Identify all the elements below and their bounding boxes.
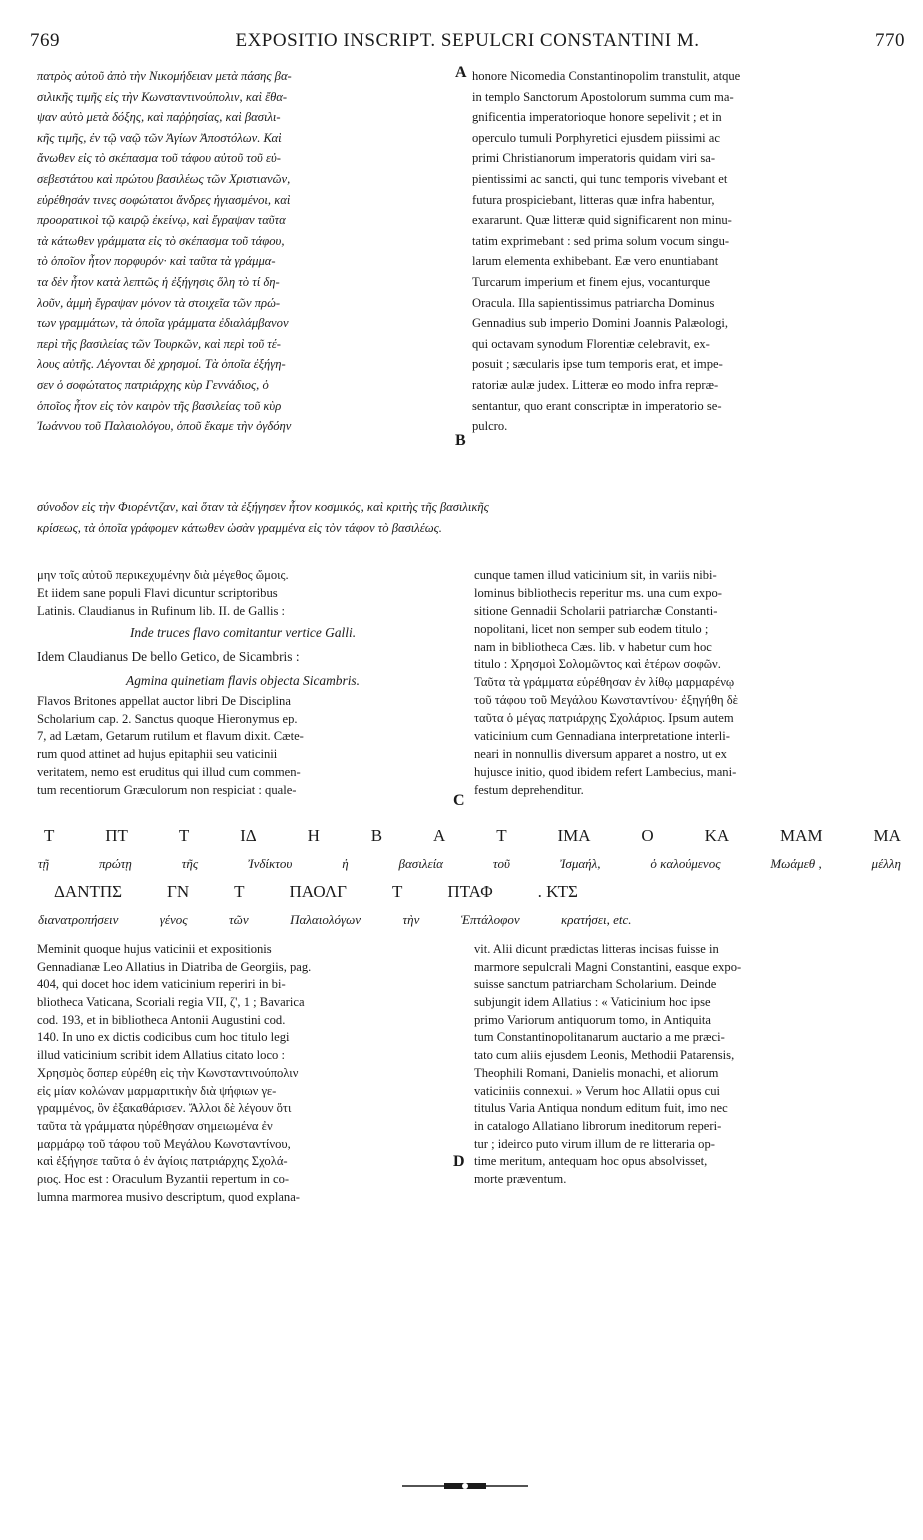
- text-line: sitione Gennadii Scholarii patriarchæ Constanti-: [474, 603, 718, 618]
- text-line: festum deprehenditur.: [474, 782, 584, 797]
- text-line: nopolitani, licet non semper sub eodem titulo ;: [474, 621, 709, 636]
- inscription-token: ΠΤΑΦ: [447, 882, 493, 901]
- text-line: primo Variorum antiquorum tomo, in Antiquita: [474, 1012, 711, 1027]
- text-line: 7, ad Lætam, Getarum rutilum et flavum dixit. Cæte-: [37, 729, 304, 744]
- text-line: bliotheca Vaticana, Scoriali regia VII, ζ', 1 ; Bavarica: [37, 995, 305, 1010]
- inscription-token: Ἑπτάλοφον: [460, 912, 520, 927]
- text-line: illud vaticinium scribit idem Allatius citato loco :: [37, 1048, 285, 1063]
- text-line: marmore sepulcrali Magni Constantini, easque expo-: [474, 959, 742, 974]
- inscription-token: . ΚΤΣ: [537, 882, 578, 901]
- text-line: ὁποῖος ἦτον εἰς τὸν καιρὸν τῆς βασιλείας τοῦ κὺρ: [37, 398, 282, 413]
- text-line: titulus Varia Antiqua nondum editum fuit, imo nec: [474, 1101, 728, 1116]
- commentary-right-column: [474, 567, 905, 800]
- text-line: Oracula. Illa sapientissimus patriarcha Dominus: [472, 295, 715, 310]
- inscription-token: Η: [307, 826, 320, 845]
- page-number-left: 769: [30, 30, 60, 51]
- text-line: μαρμάρῳ τοῦ τάφου τοῦ Μεγάλου Κωνσταντίνου,: [37, 1136, 291, 1151]
- text-line: προορατικοὶ τῷ καιρῷ ἐκείνῳ, καὶ ἔγραψαν ταῦτα: [37, 213, 286, 228]
- inscription-token: ΜΑ: [873, 826, 901, 845]
- inscription-token: βασιλεία: [398, 856, 444, 871]
- text-line: lumna marmorea musivo descriptum, quod explana-: [37, 1189, 300, 1204]
- text-line: καὶ ἐξήγησε ταῦτα ὁ ἐν ἁγίοις πατριάρχης Σχολά-: [37, 1154, 288, 1169]
- inscription-token: Β: [370, 826, 383, 845]
- inscription-token: ΔΑΝΤΠΣ: [54, 882, 123, 901]
- text-line: λους αὐτῆς. Λέγονται δὲ χρησμοί. Τὰ ὁποῖα ἐξήγη-: [37, 357, 286, 372]
- text-line: ἄνωθεν εἰς τὸ σκέπασμα τοῦ τάφου αὐτοῦ τοῦ εὐ-: [37, 151, 281, 166]
- text-line: honore Nicomedia Constantinopolim transtulit, atque: [472, 69, 741, 83]
- text-line: neari in nonnullis diversum apparet a nostro, ut ex: [474, 746, 727, 761]
- inscription-token: Ἰσμαήλ,: [559, 856, 601, 871]
- text-line: tatim exprimebant : sed prima solum vocum singu-: [472, 233, 730, 248]
- inscription-token: τῶν: [229, 912, 249, 927]
- inscription-token: γένος: [159, 912, 188, 927]
- text-line: posuit ; sæcularis ipse tum temporis erat, et impe-: [472, 357, 723, 372]
- text-line: ratoriæ aulæ judex. Litteræ eo modo infra repræ-: [472, 377, 719, 392]
- inscription-token: μέλλη: [871, 856, 901, 871]
- text-line: σεν ὁ σοφώτατος πατριάρχης κὺρ Γεννάδιος, ὁ: [37, 377, 269, 392]
- margin-letter-a: A: [455, 64, 467, 81]
- running-header: [30, 30, 905, 60]
- text-line: suisse sanctum patriarcham Scholarium. Deinde: [474, 977, 717, 992]
- text-line: morte præventum.: [474, 1171, 567, 1186]
- inscription-token: ΓΝ: [167, 882, 190, 901]
- text-line: Ταῦτα τὰ γράμματα εὑρέθησαν ἐν λίθῳ μαρμαρένῳ: [474, 675, 735, 690]
- inscription-expansion-row: [38, 912, 673, 928]
- text-line: εὑρέθησάν τινες σοφώτατοι ἄνδρες ἡγιασμένοι, καὶ: [37, 192, 291, 207]
- text-line: κρίσεως, τὰ ὁποῖα γράφομεν κάτωθεν ὡσὰν γραμμένα εἰς τὸν τάφον τὸ βασιλέως.: [37, 521, 442, 535]
- text-line: ταῦτα τὰ γράμματα ηὑρέθησαν σημειωμένα ἐν: [37, 1118, 273, 1133]
- text-line: subjungit idem Allatius : « Vaticinium hoc ipse: [474, 995, 711, 1010]
- page-number-right: 770: [875, 30, 905, 51]
- ornamental-rule: [400, 1481, 530, 1491]
- text-line: κῆς τιμῆς, ἐν τῷ ναῷ τῶν Ἁγίων Ἀποστόλων. Καὶ: [37, 130, 282, 145]
- commentary-left-column: [37, 567, 449, 800]
- text-line: Χρησμὸς ὅσπερ εὑρέθη εἰς τὴν Κωνσταντινούπολιν: [37, 1065, 299, 1080]
- text-line: exararunt. Quæ litteræ quid significarent non minu-: [472, 213, 732, 228]
- inscription-letters-row: [54, 882, 623, 902]
- text-line: πατρὸς αὐτοῦ ἀπὸ τὴν Νικομήδειαν μετὰ πάσης βα-: [37, 69, 292, 83]
- greek-text-column: [37, 66, 457, 437]
- inscription-token: Ο: [641, 826, 654, 845]
- text-line: lominus bibliothecis reperitur ms. una cum expo-: [474, 585, 722, 600]
- inscription-token: Τ: [44, 826, 55, 845]
- inscription-token: Α: [433, 826, 446, 845]
- inscription-token: ΜΑΜ: [780, 826, 823, 845]
- text-line: larum elementa exhibebant. Eæ vero enuntiabant: [472, 254, 719, 269]
- text-line: λοῦν, ἀμμὴ ἔγραψαν μόνον τὰ στοιχεῖα τῶν πρώ-: [37, 295, 281, 310]
- text-line: Scholarium cap. 2. Sanctus quoque Hieronymus ep.: [37, 711, 298, 726]
- text-line: vit. Alii dicunt prædictas litteras incisas fuisse in: [474, 942, 719, 956]
- text-line: γραμμένος, ὃν ἐξακαθάρισεν. Ἄλλοι δὲ λέγουν ὅτι: [37, 1101, 292, 1116]
- text-line: ταῦτα ὁ μέγας πατριάρχης Σχολάριος. Ipsum autem: [474, 711, 734, 726]
- text-line: tum recentiorum Græculorum non respiciat : quale-: [37, 783, 297, 798]
- text-line: σύνοδον εἰς τὴν Φιορέντζαν, καὶ ὅταν τὰ ἐξήγησεν ἦτον κοσμικός, καὶ κριτὴς τῆς βασιλικῆς: [37, 500, 489, 514]
- text-line: pientissimi ac sancti, qui tunc temporis vivebant et: [472, 171, 728, 186]
- inscription-token: κρατήσει, etc.: [561, 912, 632, 927]
- text-line: τοῦ τάφου τοῦ Μεγάλου Κωνσταντίνου· ἐξηγήθη δὲ: [474, 693, 738, 708]
- text-line: σιλικῆς τιμῆς εἰς τὴν Κωνσταντινούπολιν, καὶ ἔθα-: [37, 89, 288, 104]
- inscription-token: Τ: [234, 882, 245, 901]
- inscription-token: ἡ: [342, 856, 349, 871]
- inscription-token: τὴν: [402, 912, 420, 927]
- inscription-token: ὁ καλούμενος: [650, 856, 721, 871]
- text-line: cod. 193, et in bibliotheca Antonii Augustini cod.: [37, 1012, 286, 1027]
- text-line: rum quod attinet ad hujus epitaphii seu vaticinii: [37, 747, 278, 762]
- inscription-token: Ἰνδίκτου: [247, 856, 293, 871]
- inscription-token: Μωάμεθ ,: [770, 856, 822, 871]
- verse-quote: Agmina quinetiam flavis objecta Sicambris.: [126, 672, 360, 688]
- latin-text-column: [472, 66, 905, 437]
- text-line: titulo : Χρησμοὶ Σολομῶντος καὶ ἑτέρων σοφῶν.: [474, 657, 721, 672]
- text-line: tum Constantinopolitanarum auctario a me præci-: [474, 1030, 725, 1045]
- inscription-token: ΙΔ: [240, 826, 257, 845]
- text-line: Flavos Britones appellat auctor libri De Disciplina: [37, 693, 291, 708]
- text-line: τὰ κάτωθεν γράμματα εἰς τὸ σκέπασμα τοῦ τάφου,: [37, 233, 285, 248]
- commentary-left-column: [37, 941, 449, 1206]
- inscription-token: διανατροπήσειν: [38, 912, 119, 927]
- text-line: 404, qui docet hoc idem vaticinium reperiri in bi-: [37, 977, 286, 992]
- text-line: operculo tumuli Porphyretici ejusdem piissimi ac: [472, 130, 720, 145]
- text-line: εἰς μίαν κολώναν μαρμαριτικὴν διὰ ψήφιων γε-: [37, 1083, 277, 1098]
- text-line: in catalogo Allatiano librorum ineditorum reperi-: [474, 1118, 722, 1133]
- inscription-expansion-row: [38, 856, 901, 872]
- inscription-token: ΚΑ: [704, 826, 730, 845]
- text-line: nam in bibliotheca Cæs. lib. v habetur cum hoc: [474, 639, 712, 654]
- text-line: Latinis. Claudianus in Rufinum lib. II. de Gallis :: [37, 603, 286, 618]
- text-line: cunque tamen illud vaticinium sit, in variis nibi-: [474, 568, 717, 582]
- verse-quote: Inde truces flavo comitantur vertice Galli.: [129, 624, 357, 640]
- text-line: primi Christianorum imperatoris quidam viri sa-: [472, 151, 716, 166]
- text-line: ριος. Hoc est : Oraculum Byzantii repertum in co-: [37, 1171, 290, 1186]
- text-line: ψαν αὐτὸ μετὰ δόξης, καὶ παῤῥησίας, καὶ βασιλι-: [37, 110, 281, 125]
- text-line: futura prospiciebant, litteras quæ infra habentur,: [472, 192, 715, 207]
- text-line: veritatem, nemo est eruditus qui illud cum commen-: [37, 765, 301, 780]
- commentary-line: Idem Claudianus De bello Getico, de Sicambris :: [37, 648, 300, 664]
- text-line: τα δὲν ἦτον κατὰ λεπτῶς ἡ ἐξήγησις ὅλη τὸ τί δη-: [37, 274, 280, 289]
- inscription-token: Τ: [391, 882, 403, 901]
- text-line: Theophili Romani, Danielis monachi, et aliorum: [474, 1065, 719, 1080]
- inscription-letters-row: [44, 826, 901, 846]
- text-line: σεβεστάτου καὶ πρώτου βασιλέως τῶν Χριστιανῶν,: [37, 171, 291, 186]
- text-line: hujusce initio, quod ibidem refert Lambecius, mani-: [474, 764, 737, 779]
- text-line: tato cum aliis ejusdem Leonis, Methodii Patarensis,: [474, 1048, 735, 1063]
- text-line: Ἰωάννου τοῦ Παλαιολόγου, ὁποῦ ἔκαμε τὴν ὀγδόην: [37, 419, 292, 434]
- text-line: pulcro.: [472, 419, 508, 434]
- text-line: qui octavam synodum Florentiæ celebravit, ex-: [472, 336, 710, 351]
- text-line: περὶ τῆς βασιλείας τῶν Τουρκῶν, καὶ περὶ τοῦ τέ-: [37, 336, 281, 351]
- text-line: tur ; ideirco puto virum illum de re litteraria op-: [474, 1136, 715, 1151]
- text-line: time meritum, antequam hoc opus absolvisset,: [474, 1154, 708, 1169]
- margin-letter-b: B: [455, 432, 466, 449]
- text-line: 140. In uno ex dictis codicibus cum hoc titulo legi: [37, 1030, 290, 1045]
- inscription-token: Παλαιολόγων: [290, 912, 362, 927]
- text-line: sentantur, quo erant conscriptæ in imperatorio se-: [472, 398, 722, 413]
- text-line: Meminit quoque hujus vaticinii et expositionis: [37, 942, 272, 956]
- inscription-token: ΙΜΑ: [557, 826, 591, 845]
- text-line: gnificentia imperatorioque honore sepelivit ; et in: [472, 110, 722, 125]
- margin-letter-c: C: [453, 792, 465, 809]
- text-line: των γραμμάτων, τὰ ὁποῖα γράμματα ἐδιαλάμβανον: [37, 316, 289, 331]
- text-line: μην τοῖς αὐτοῦ περικεχυμένην διὰ μέγεθος ὤμοις.: [37, 568, 289, 582]
- inscription-token: τῇ: [38, 856, 50, 871]
- text-line: in templo Sanctorum Apostolorum summa cum ma-: [472, 89, 734, 104]
- text-line: vaticiniis connexui. » Verum hoc Allatii opus cui: [474, 1083, 721, 1098]
- text-line: Gennadius sub imperio Domini Joannis Palæologi,: [472, 316, 729, 331]
- inscription-token: τοῦ: [492, 856, 510, 871]
- greek-full-width-text: [37, 497, 903, 539]
- text-line: Gennadianæ Leo Allatius in Diatriba de Georgiis, pag.: [37, 959, 312, 974]
- text-line: Turcarum imperium et finem ejus, vocanturque: [472, 274, 711, 289]
- inscription-token: ΠΑΟΛΓ: [289, 882, 347, 901]
- commentary-right-column: [474, 941, 905, 1189]
- inscription-token: πρώτῃ: [98, 856, 132, 871]
- inscription-token: ΠΤ: [105, 826, 128, 845]
- running-title: EXPOSITIO INSCRIPT. SEPULCRI CONSTANTINI M.: [235, 30, 700, 51]
- text-line: Et iidem sane populi Flavi dicuntur scriptoribus: [37, 585, 278, 600]
- margin-letter-d: D: [453, 1153, 465, 1170]
- inscription-token: Τ: [496, 826, 507, 845]
- inscription-token: τῆς: [181, 856, 199, 871]
- text-line: τὸ ὁποῖον ἦτον πορφυρόν· καὶ ταῦτα τὰ γράμμα-: [37, 254, 276, 269]
- text-line: vaticinium cum Gennadiana interpretatione interli-: [474, 729, 730, 744]
- inscription-token: Τ: [178, 826, 190, 845]
